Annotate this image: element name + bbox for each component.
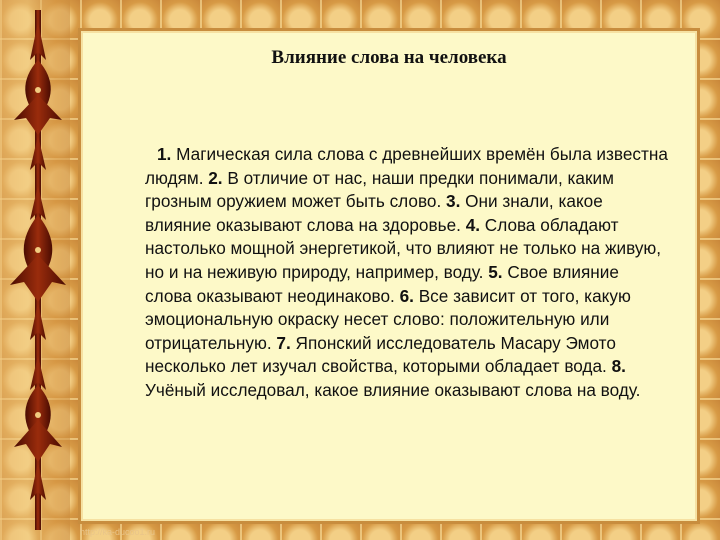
main-paragraph [145, 143, 670, 403]
sentence-number: 8. [611, 356, 626, 377]
sentence-text: Свое влияние слова оказывают неодинаково. [145, 261, 619, 306]
content-panel [78, 28, 700, 524]
sentence-text: Они знали, какое влияние оказывают слова на здоровье. [145, 191, 603, 235]
sentence-text: Японский исследователь Масару Эмото несколько лет изучал свойства, которыми обладает вода. [145, 332, 616, 377]
sentence-text: В отличие от нас, наши предки понимали, каким грозным оружием может быть слово. [145, 167, 614, 212]
sentence-text: Магическая сила слова с древнейших времён была известна людям. [145, 144, 668, 188]
sentence-text: Слова обладают настолько мощной энергетикой, что влияют не только на живую, но и на неживую природу, например, воду. [145, 214, 662, 282]
sentence-text: Все зависит от того, какую эмоциональную окраску несет слово: положительную или отрицательную. [145, 285, 631, 353]
sentence-number: 4. [465, 214, 481, 235]
sentence-number: 5. [488, 261, 503, 282]
sentence-number: 6. [399, 285, 414, 306]
sentence-number: 2. [208, 167, 223, 188]
sentence-number: 7. [276, 332, 291, 353]
sentence-number: 3. [446, 191, 461, 212]
sentence-number: 1. [157, 144, 172, 164]
gothic-ornament-icon [0, 0, 76, 540]
page-title: Влияние слова на человека [271, 47, 507, 68]
sentence-text: Учёный исследовал, какое влияние оказывают слова на воду. [145, 379, 641, 400]
watermark: http://ka-ducoo1.ru [80, 527, 156, 537]
